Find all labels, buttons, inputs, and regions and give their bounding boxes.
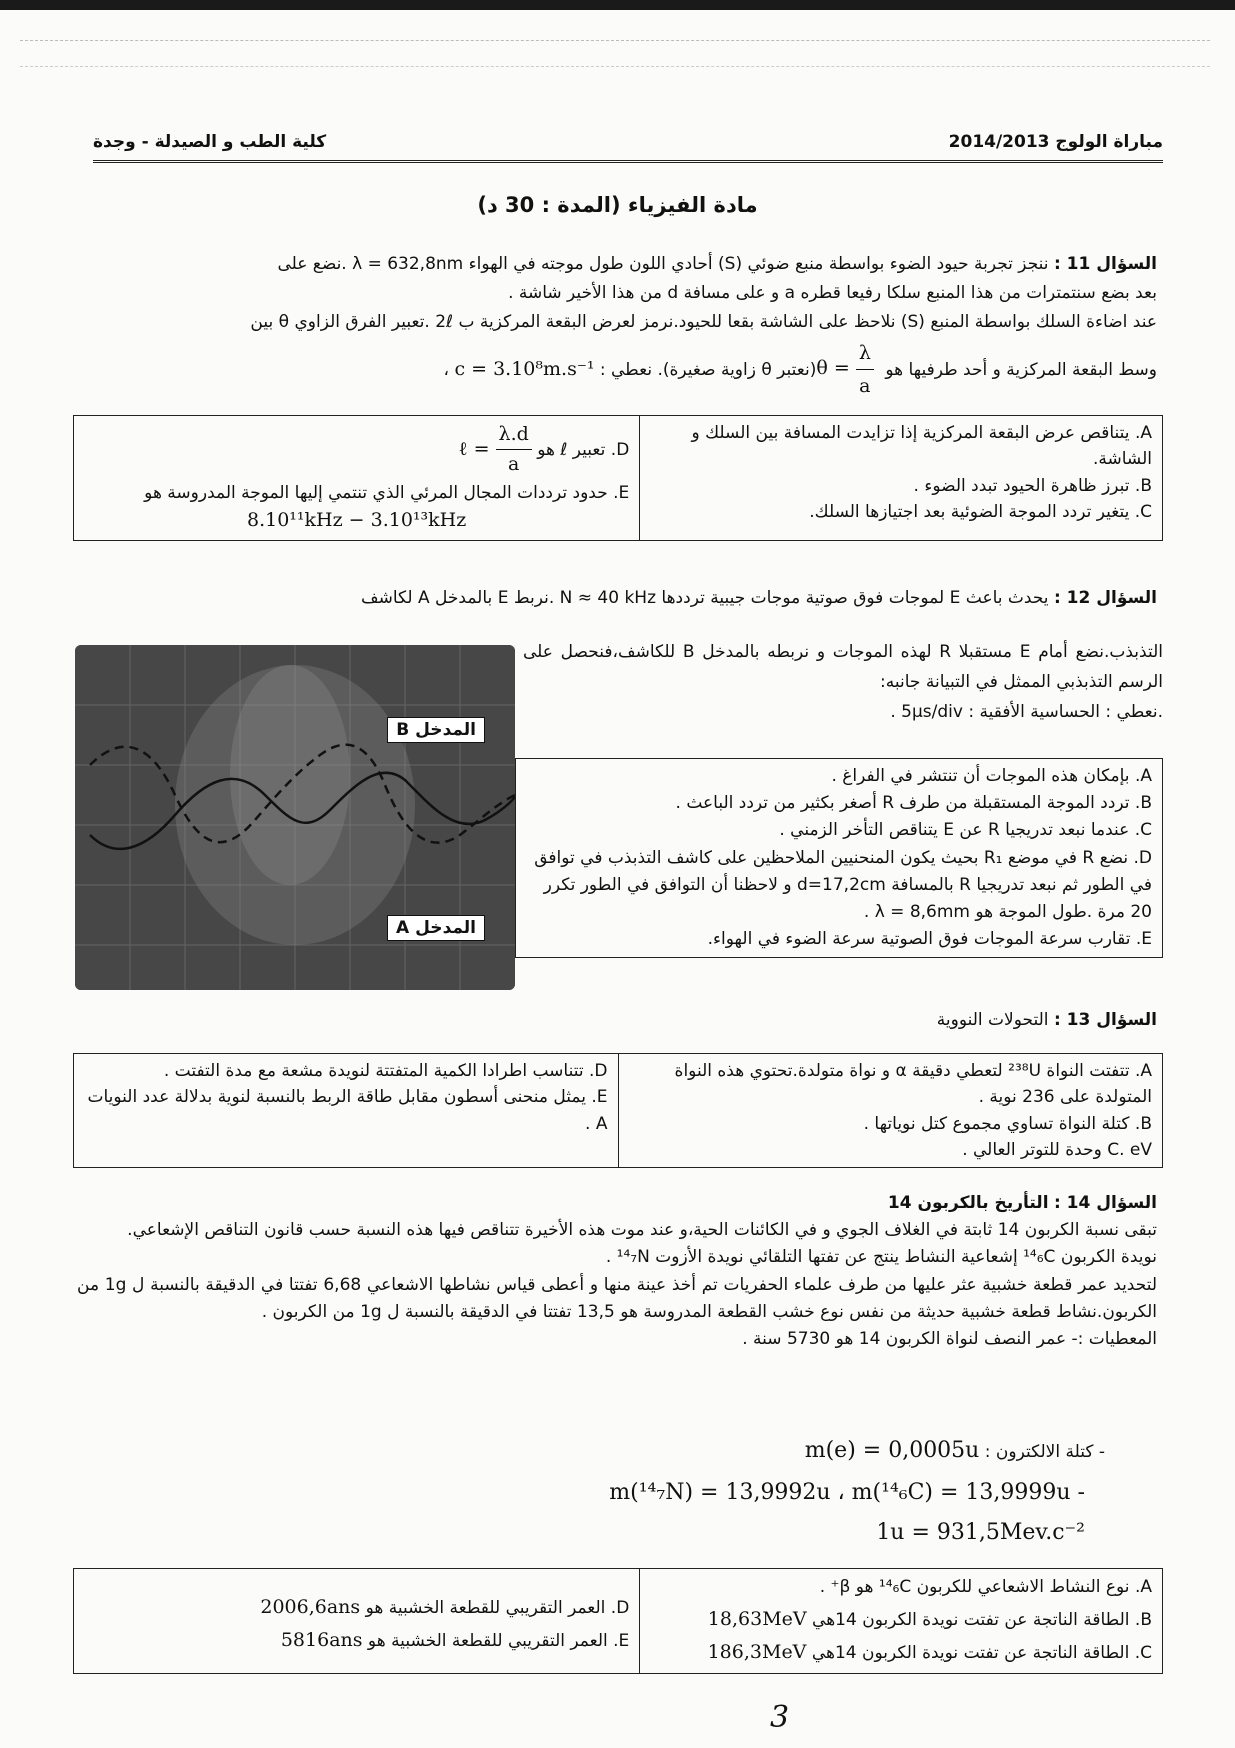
- q11-option-a[interactable]: A. يتناقص عرض البقعة المركزية إذا تزايدت المسافة بين السلك و الشاشة.: [691, 423, 1152, 470]
- scan-artifact-line: [20, 66, 1210, 68]
- q13-option-c[interactable]: C. eV وحدة للتوتر العالي .: [962, 1140, 1152, 1161]
- q13-option-b[interactable]: B. كتلة النواة تساوي مجموع كتل نوياتها .: [863, 1113, 1152, 1134]
- q12-options-table: [515, 758, 1163, 958]
- q13-option-a[interactable]: A. تتفتت النواة ²³⁸U لتعطي دقيقة α و نواة متولدة.تحتوي هذه النواة المتولدة على 236 نوية .: [674, 1061, 1152, 1108]
- q14-options-left: [74, 1569, 640, 1674]
- q14-title: التأريخ بالكربون 14: [887, 1193, 1049, 1213]
- q11-option-c[interactable]: C. يتغير تردد الموجة الضوئية بعد اجتيازها السلك.: [809, 502, 1152, 523]
- input-b-label: المدخل B: [387, 717, 485, 743]
- q14-data-half-life: المعطيات :- عمر النصف لنواة الكربون 14 هو 5730 سنة .: [742, 1328, 1157, 1349]
- q12-line3: .نعطي : الحساسية الأفقية : 5μs/div .: [890, 701, 1163, 722]
- q13-heading: [937, 1010, 1157, 1030]
- q14-option-e[interactable]: E. العمر التقريبي للقطعة الخشبية هو 5816ans: [280, 1629, 630, 1652]
- q14-statement: [77, 1190, 1157, 1353]
- q14-atomic-mass-unit: 1u = 931,5Mev.c⁻²: [876, 1520, 1085, 1545]
- header-exam: مباراة الولوج 2014/2013: [948, 132, 1163, 152]
- q12-statement-line1: السؤال 12 : يحدث باعث E لموجات فوق صوتية موجات جيبية ترددها N ≈ 40 kHz .نربط E بالمدخل A لكاشف: [361, 588, 1157, 608]
- q14-label: السؤال 14 :: [1053, 1193, 1157, 1213]
- q11-line1: ننجز تجربة حيود الضوء بواسطة منبع ضوئي (S) أحادي اللون طول موجته في الهواء λ = 632,8nm .نضع على: [277, 254, 1049, 274]
- q12-options-cell: [516, 759, 1163, 958]
- q13-options-table: [73, 1053, 1163, 1168]
- scan-top-edge: [0, 0, 1235, 10]
- q11-comma: ،: [443, 359, 450, 380]
- q14-option-c[interactable]: C. الطاقة الناتجة عن تفتت نويدة الكربون 14هي 186,3MeV: [707, 1641, 1152, 1663]
- q14-paragraph1: تبقى نسبة الكربون 14 ثابتة في الغلاف الجوي و في الكائنات الحية،و عند موت هذه الأخيرة تتناقص فيها هذه النسبة حسب قانون التناقص الإشعاعي.: [127, 1220, 1157, 1241]
- q11-option-d[interactable]: D. تعبير ℓ هو ℓ = $\frac{\lambda.d}{a}$: [84, 420, 629, 480]
- q12-option-d[interactable]: D. نضع R في موضع R₁ بحيث يكون المنحنيين الملاحظين على كاشف التذبذب في توافق في الطور ثم نبعد تدريجيا R بالمسافة d=17,2cm و لاحظنا أن التوافق في الطور تكرر 20 مرة .طول الموجة هو λ = 8,6mm .: [534, 847, 1152, 922]
- q12-statement: [523, 638, 1163, 727]
- q13-title: التحولات النووية: [936, 1010, 1049, 1030]
- header-rule: [93, 160, 1163, 163]
- page-title: مادة الفيزياء (المدة : 30 د): [477, 193, 758, 217]
- q12-label: السؤال 12 :: [1053, 588, 1157, 608]
- q14-option-a[interactable]: A. نوع النشاط الاشعاعي للكربون ¹⁴₆C هو β⁺ .: [819, 1577, 1152, 1597]
- q12-option-a[interactable]: A. بإمكان هذه الموجات أن تنتشر في الفراغ .: [831, 766, 1152, 786]
- q14-paragraph3: لتحديد عمر قطعة خشبية عثر عليها من طرف علماء الحفريات تم أخذ عينة منها و أعطى قياس نشاطها الاشعاعي 6,68 تفتتا في الدقيقة بالنسبة ل 1g من الكربون.نشاط قطعة خشبية حديثة من نفس نوع خشب القطعة المدروسة هو 13,5 تفتتا في الدقيقة بالنسبة ل 1g من الكربون .: [77, 1274, 1158, 1322]
- q14-electron-mass: - كتلة الالكترون : m(e) = 0,0005u: [804, 1438, 1105, 1463]
- q12-line2: التذبذب.نضع أمام E مستقبلا R لهذه الموجات و نربطه بالمدخل B للكاشف،فنحصل على الرسم التذبذبي الممثل في التبيانة جانبه:: [523, 642, 1163, 692]
- q14-paragraph2: نويدة الكربون ¹⁴₆C إشعاعية النشاط ينتج عن تفتها التلقائي نويدة الأزوت ¹⁴₇N .: [605, 1247, 1157, 1268]
- q13-label: السؤال 13 :: [1053, 1010, 1157, 1030]
- q14-nuclear-masses: m(¹⁴₇N) = 13,9992u ، m(¹⁴₆C) = 13,9999u -: [609, 1480, 1085, 1505]
- q11-line2: بعد بضع سنتمترات من هذا المنبع سلكا رفيعا قطره a و على مسافة d من هذا الأخير شاشة .: [508, 282, 1157, 303]
- q11-label: السؤال 11 :: [1053, 254, 1157, 274]
- q11-options-table: [73, 415, 1163, 541]
- q11-statement: [77, 250, 1157, 402]
- q13-options-left: [74, 1054, 619, 1168]
- q14-options-right: [640, 1569, 1163, 1674]
- q11-option-e[interactable]: E. حدود ترددات المجال المرئي الذي تنتمي إليها الموجة المدروسة هو 8.10¹¹kHz − 3.10¹³kHz: [144, 482, 630, 532]
- q13-option-d[interactable]: D. تتناسب اطرادا الكمية المتفتتة لنويدة مشعة مع مدة التفتت .: [163, 1061, 608, 1081]
- q13-options-right: [618, 1054, 1163, 1168]
- q14-option-b[interactable]: B. الطاقة الناتجة عن تفتت نويدة الكربون 14هي 18,63MeV: [707, 1607, 1152, 1630]
- q11-options-right: [640, 416, 1163, 541]
- input-a-label: المدخل A: [387, 915, 485, 941]
- theta-equation: θ = $\frac{\lambda}{a}$: [816, 357, 880, 379]
- q14-options-table: [73, 1568, 1163, 1674]
- oscilloscope-screen: [75, 645, 515, 990]
- q14-option-d[interactable]: D. العمر التقريبي للقطعة الخشبية هو 2006,6ans: [260, 1596, 630, 1618]
- q12-option-c[interactable]: C. عندما نبعد تدريجيا R عن E يتناقص التأخر الزمني .: [779, 820, 1152, 841]
- q11-options-left: [74, 416, 640, 541]
- q11-line3: عند اضاءة السلك بواسطة المنبع (S) نلاحظ على الشاشة بقعا للحيود.نرمز لعرض البقعة المركزية ب 2ℓ .تعبير الفرق الزاوي θ بين: [250, 311, 1157, 332]
- q11-option-b[interactable]: B. تبرز ظاهرة الحيود تبدد الضوء .: [913, 475, 1152, 496]
- scan-artifact-line: [20, 40, 1210, 43]
- q11-line4: وسط البقعة المركزية و أحد طرفيها هو: [885, 359, 1157, 380]
- q12-option-b[interactable]: B. تردد الموجة المستقبلة من طرف R أصغر بكثير من تردد الباعث .: [675, 793, 1152, 814]
- q13-option-e[interactable]: E. يمثل منحنى أسطون مقابل طاقة الربط بالنسبة لنوية بدلالة عدد النويات A .: [87, 1087, 608, 1134]
- q12-option-e[interactable]: E. تقارب سرعة الموجات فوق الصوتية سرعة الضوء في الهواء.: [707, 929, 1152, 950]
- q11-line4-b: (نعتبر θ زاوية صغيرة). نعطي :: [599, 359, 817, 380]
- header-faculty: كلية الطب و الصيدلة - وجدة: [93, 132, 327, 152]
- page-number: 3: [770, 1700, 790, 1735]
- light-speed: c = 3.10⁸m.s⁻¹: [454, 357, 595, 380]
